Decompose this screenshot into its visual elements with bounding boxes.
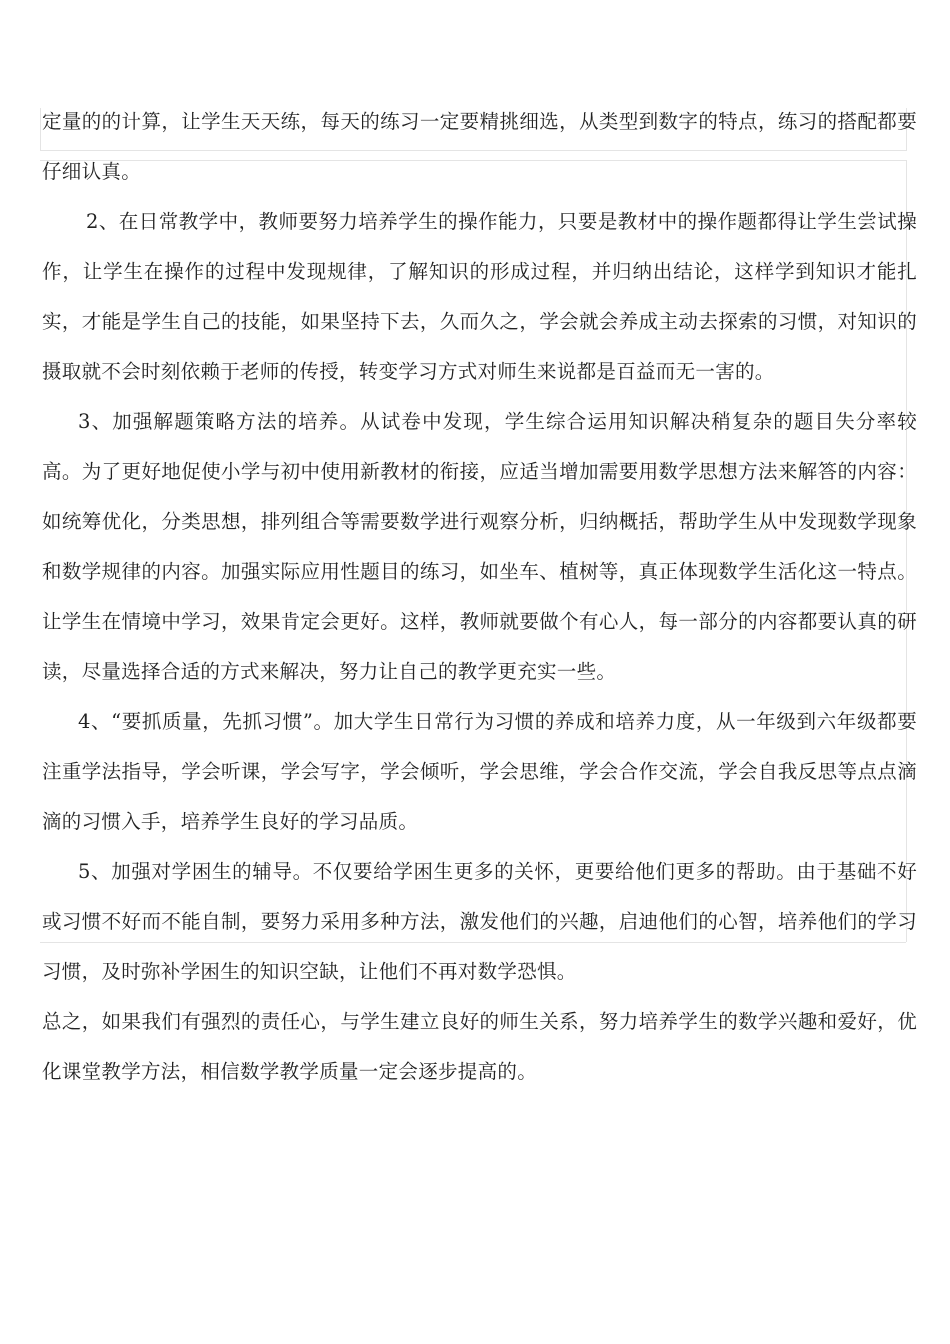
paragraph-conclusion: 总之，如果我们有强烈的责任心，与学生建立良好的师生关系，努力培养学生的数学兴趣和爱好，优化课堂教学方法，相信数学教学质量一定会逐步提高的。	[42, 1010, 917, 1083]
paragraph-item-3: 3、加强解题策略方法的培养。从试卷中发现，学生综合运用知识解决稍复杂的题目失分率较高。为了更好地促使小学与初中使用新教材的衔接，应适当增加需要用数学思想方法来解答的内容：如统筹优化，分类思想，排列组合等需要数学进行观察分析，归纳概括，帮助学生从中发现数学现象和数学规律的内容。加强实际应用性题目的练习，如坐车、植树等，真正体现数学生活化这一特点。让学生在情境中学习，效果肯定会更好。这样，教师就要做个有心人，每一部分的内容都要认真的研读，尽量选择合适的方式来解决，努力让自己的教学更充实一些。	[42, 410, 917, 683]
paragraph-item-4: 4、“要抓质量，先抓习惯”。加大学生日常行为习惯的养成和培养力度，从一年级到六年级都要注重学法指导，学会听课，学会写字，学会倾听，学会思维，学会合作交流，学会自我反思等点点滴滴的习惯入手，培养学生良好的学习品质。	[42, 710, 917, 833]
document-body	[42, 97, 917, 1097]
paragraph-item-2: 2、在日常教学中，教师要努力培养学生的操作能力，只要是教材中的操作题都得让学生尝试操作，让学生在操作的过程中发现规律，了解知识的形成过程，并归纳出结论，这样学到知识才能扎实，才能是学生自己的技能，如果坚持下去，久而久之，学会就会养成主动去探索的习惯，对知识的摄取就不会时刻依赖于老师的传授，转变学习方式对师生来说都是百益而无一害的。	[42, 210, 917, 383]
paragraph-continuation: 定量的的计算，让学生天天练，每天的练习一定要精挑细选，从类型到数字的特点，练习的搭配都要仔细认真。	[42, 110, 917, 183]
paragraph-item-5: 5、加强对学困生的辅导。不仅要给学困生更多的关怀，更要给他们更多的帮助。由于基础不好或习惯不好而不能自制，要努力采用多种方法，激发他们的兴趣，启迪他们的心智，培养他们的学习习惯，及时弥补学困生的知识空缺，让他们不再对数学恐惧。	[42, 860, 917, 983]
table-border-line	[40, 108, 41, 151]
